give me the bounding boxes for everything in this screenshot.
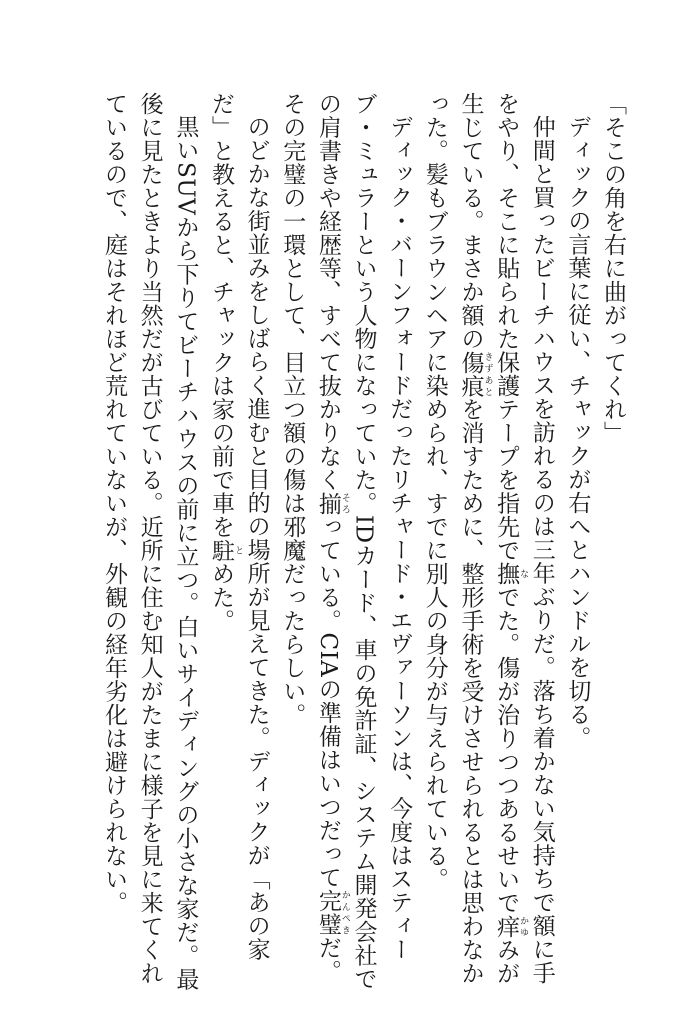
text-segment: ディックの言葉に従い、チャックが右へとハンドルを切る。 bbox=[564, 115, 591, 750]
text-segment: だ。その完璧の一環として、目立つ額の傷は邪魔だったらしい。 bbox=[279, 92, 341, 983]
ruby-annotation bbox=[314, 888, 350, 936]
text-segment: めた。 bbox=[207, 562, 234, 633]
ruby-annotation bbox=[457, 350, 493, 398]
text-segment: のどかな街並みをしばらく進むと目的の場所が見えてきた。ディックが「あの家だ」と教えると、チャックは家の前で車を bbox=[207, 92, 270, 961]
ruby-reading: かんぺき bbox=[339, 888, 350, 936]
ruby-reading: きずあと bbox=[482, 350, 493, 398]
paragraph bbox=[416, 92, 559, 992]
text-segment: を消すために、整形手術を受けさせられるとは思わなかった。髪もブラウンヘアに染められ、すでに別人の身分が与えられている。 bbox=[421, 92, 484, 985]
vertical-text-body bbox=[50, 92, 630, 992]
ruby-reading: そろ bbox=[339, 491, 350, 515]
ruby-annotation bbox=[314, 491, 350, 516]
dialogue-line bbox=[594, 92, 630, 992]
paragraph bbox=[274, 92, 417, 992]
paragraph bbox=[95, 92, 202, 992]
text-segment: 黒いSUVから下りてビーチハウスの前に立つ。白いサイディングの小さな家だ。最後に見たときより当然だが古びている。近所に住む知人がたまに様子を見に来てくれているので、庭はそれほど荒れていないが、外観の経年劣化は避けられない。 bbox=[101, 92, 199, 991]
text-segment: ディック・バーンフォードだったリチャード・エヴァーソンは、今度はスティーブ・ミュラーという人物になっていた。IDカード、車の免許証、システム開発会社での肩書きや経歴等、すべて抜かりなく bbox=[314, 92, 413, 991]
ruby-reading: かゆ bbox=[518, 914, 529, 938]
text-segment: 仲間と買ったビーチハウスを訪れるのは三年ぶりだ。落ち着かない気持ちで額に手をやり、そこに貼られた保護テープを指先で bbox=[493, 92, 555, 985]
ruby-annotation bbox=[493, 562, 529, 586]
ruby-reading: な bbox=[518, 562, 529, 586]
ruby-base: 完璧 bbox=[314, 888, 341, 936]
paragraph-text: 「そこの角を右に曲がってくれ」 bbox=[600, 92, 626, 445]
paragraph bbox=[202, 92, 273, 992]
text-segment: みが生じている。まさか額の bbox=[457, 92, 520, 985]
ruby-reading: と bbox=[232, 538, 243, 562]
ruby-base: 傷痕 bbox=[457, 350, 484, 398]
ruby-base: 痒 bbox=[493, 914, 520, 938]
ruby-annotation bbox=[207, 538, 243, 563]
ruby-annotation bbox=[493, 914, 529, 939]
paragraph bbox=[559, 92, 595, 992]
text-segment: でた。傷が治りつつあるせいで bbox=[493, 585, 520, 915]
ruby-base: 駐 bbox=[207, 538, 234, 562]
ruby-base: 揃 bbox=[314, 491, 341, 515]
ruby-base: 撫 bbox=[493, 562, 520, 586]
text-segment: っている。CIAの準備はいつだって bbox=[314, 515, 341, 889]
